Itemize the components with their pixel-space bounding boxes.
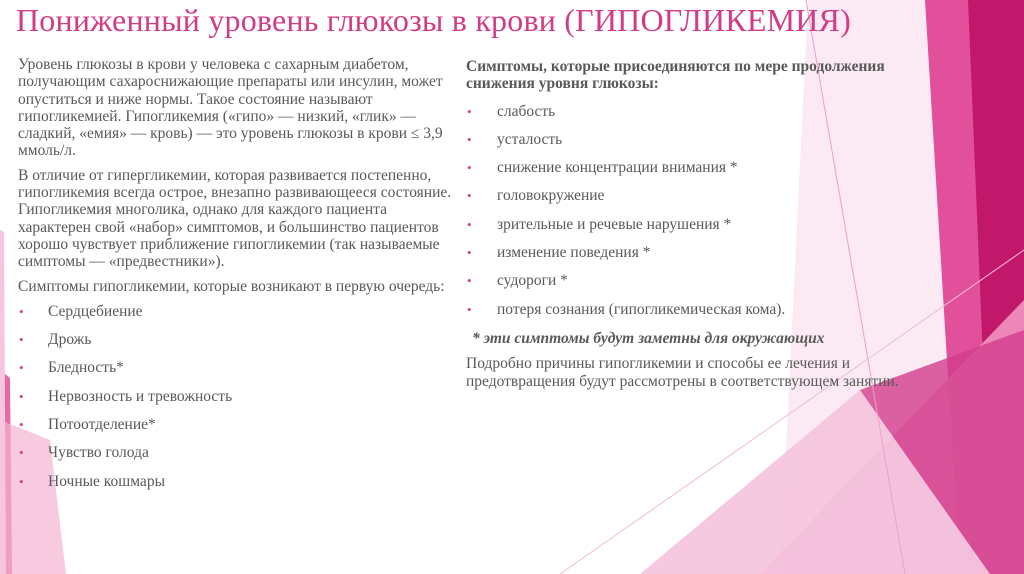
list-item: • Ночные кошмары (19, 472, 165, 490)
bullet-icon: • (467, 188, 472, 204)
list-item: • Сердцебиение (19, 302, 143, 320)
bullet-icon: • (467, 131, 472, 147)
list-item: • Потоотделение* (19, 416, 156, 434)
definition-paragraph: Уровень глюкозы в крови у человека с сахарным диабетом, получающим сахароснижающие препараты или инсулин, может опуститься и ниже нормы. Такое состояние называют гипогликемией. Гипогликемия («гипо» — низкий, «глик» — сладкий, «емия» — кровь) — это уровень глюкозы в крови ≤ 3,9 ммоль/л. (18, 56, 443, 160)
description-paragraph: В отличие от гипергликемии, которая развивается постепенно, гипогликемия всегда острое, внезапно развивающееся состояние. Гипогликемия многолика, однако для каждого пациента характерен свой «набор» симптомов, и большинство пациентов хорошо чувствует приближение гипогликемии (так называемые симптомы — «предвестники»). (18, 166, 452, 271)
list-item: • Нервозность и тревожность (19, 387, 233, 405)
left-column (18, 56, 463, 501)
bullet-icon: • (467, 273, 472, 289)
bullet-icon: • (19, 332, 24, 348)
early-symptoms-heading: Симптомы гипогликемии, которые возникают в первую очередь: (18, 277, 445, 295)
list-item: • Бледность* (19, 359, 124, 377)
list-item: • судороги * (467, 272, 568, 290)
right-column (466, 58, 911, 397)
bullet-icon: • (467, 301, 472, 317)
bullet-icon: • (19, 360, 24, 376)
list-item: • потеря сознания (гипогликемическая кома). (467, 300, 786, 318)
early-symptoms-list (18, 303, 463, 501)
bullet-icon: • (467, 160, 472, 176)
closing-paragraph: Подробно причины гипогликемии и способы ее лечения и предотвращения будут рассмотрены в соответствующем занятии. (466, 355, 899, 390)
bullet-icon: • (467, 216, 472, 232)
late-symptoms-list (466, 103, 911, 329)
late-symptoms-heading: Симптомы, которые присоединяются по мере продолжения снижения уровня глюкозы: (466, 58, 885, 93)
list-item: • изменение поведения * (467, 244, 651, 262)
list-item: • снижение концентрации внимания * (467, 159, 738, 177)
list-item: • Чувство голода (19, 444, 149, 462)
bullet-icon: • (19, 417, 24, 433)
list-item: • Дрожь (19, 331, 92, 349)
list-item: • зрительные и речевые нарушения * (467, 215, 732, 233)
bullet-icon: • (19, 388, 24, 404)
bullet-icon: • (19, 473, 24, 489)
bullet-icon: • (19, 445, 24, 461)
bullet-icon: • (19, 303, 24, 319)
list-item: • головокружение (467, 187, 605, 205)
page-title: Пониженный уровень глюкозы в крови (ГИПОГЛИКЕМИЯ) (16, 2, 851, 38)
list-item: • слабость (467, 102, 556, 120)
bullet-icon: • (467, 103, 472, 119)
bullet-icon: • (467, 245, 472, 261)
footnote: * эти симптомы будут заметны для окружающих (472, 329, 825, 347)
list-item: • усталость (467, 130, 563, 148)
